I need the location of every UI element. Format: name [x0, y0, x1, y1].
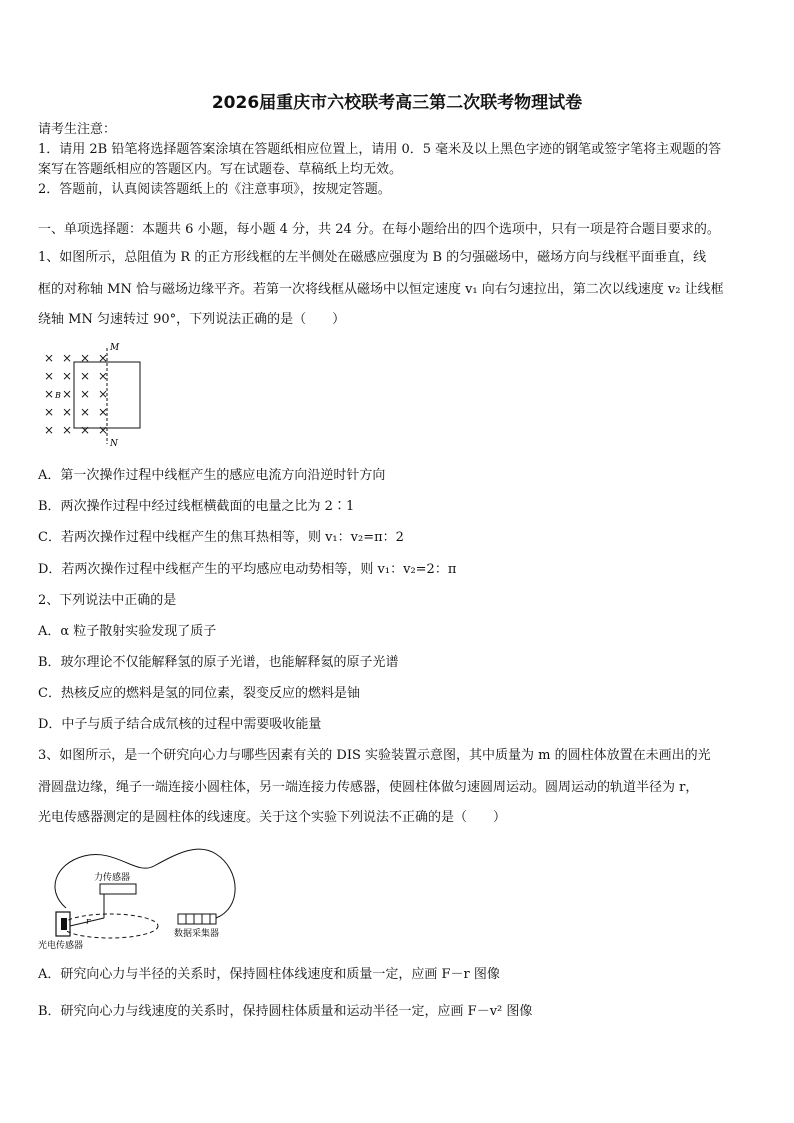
- svg-text:×: ×: [98, 387, 109, 401]
- q1-stem-line-1: 1、如图所示，总阻值为 R 的正方形线框的左半侧处在磁感应强度为 B 的匀强磁场中，磁场方向与线框平面垂直，线: [38, 250, 707, 265]
- q2-option-a: A．α 粒子散射实验发现了质子: [38, 624, 217, 639]
- q1-stem-line-2: 框的对称轴 MN 恰与磁场边缘平齐。若第一次将线框从磁场中以恒定速度 v₁ 向右匀速拉出，第二次以线速度 v₂ 让线框: [38, 282, 724, 297]
- q1-option-a: A．第一次操作过程中线框产生的感应电流方向沿逆时针方向: [38, 468, 386, 483]
- q2-option-b: B．玻尔理论不仅能解释氢的原子光谱，也能解释氦的原子光谱: [38, 655, 399, 670]
- field-label-b: B: [55, 391, 61, 400]
- svg-text:×: ×: [44, 423, 55, 437]
- svg-text:×: ×: [80, 405, 91, 419]
- photo-sensor-label: 光电传感器: [38, 941, 84, 951]
- notice-item-1: 1．请用 2B 铅笔将选择题答案涂填在答题纸相应位置上，请用 0．5 毫米及以上黑色字迹的钢笔或签字笔将主观题的答: [38, 142, 722, 157]
- data-collector-label: 数据采集器: [174, 929, 220, 939]
- svg-text:×: ×: [98, 405, 109, 419]
- svg-text:×: ×: [80, 423, 91, 437]
- svg-text:×: ×: [44, 405, 55, 419]
- sensor-cable: [55, 849, 235, 918]
- svg-text:×: ×: [80, 369, 91, 383]
- svg-text:×: ×: [62, 405, 73, 419]
- q3-stem-line-3: 光电传感器测定的是圆柱体的线速度。关于这个实验下列说法不正确的是（ ）: [38, 810, 507, 825]
- q1-option-b: B．两次操作过程中经过线框横截面的电量之比为 2∶1: [38, 499, 355, 514]
- svg-text:×: ×: [44, 351, 55, 365]
- svg-text:×: ×: [62, 387, 73, 401]
- q1-option-d: D．若两次操作过程中线框产生的平均感应电动势相等，则 v₁：v₂=2：π: [38, 562, 457, 577]
- svg-text:×: ×: [44, 369, 55, 383]
- svg-text:×: ×: [62, 423, 73, 437]
- axis-label-m: M: [110, 343, 120, 353]
- q1-option-c: C．若两次操作过程中线框产生的焦耳热相等，则 v₁：v₂=π：2: [38, 530, 404, 545]
- q3-dis-apparatus-figure: [36, 836, 246, 954]
- q2-option-c: C．热核反应的燃料是氢的同位素，裂变反应的燃料是铀: [38, 686, 360, 701]
- section-heading: 一、单项选择题：本题共 6 小题，每小题 4 分，共 24 分。在每小题给出的四个选项中，只有一项是符合题目要求的。: [38, 222, 720, 237]
- force-sensor-box: [100, 884, 136, 894]
- q3-stem-line-1: 3、如图所示，是一个研究向心力与哪些因素有关的 DIS 实验装置示意图，其中质量为 m 的圆柱体放置在未画出的光: [38, 748, 711, 763]
- q1-magnetic-field-figure: [38, 340, 158, 450]
- svg-text:×: ×: [62, 351, 73, 365]
- q3-option-a: A．研究向心力与半径的关系时，保持圆柱体线速度和质量一定，应画 F－r 图像: [38, 967, 500, 982]
- notice-item-1-cont: 案写在答题纸相应的答题区内。写在试题卷、草稿纸上均无效。: [38, 162, 403, 177]
- svg-text:×: ×: [80, 351, 91, 365]
- q1-stem-line-3: 绕轴 MN 匀速转过 90°，下列说法正确的是（ ）: [38, 312, 346, 327]
- svg-text:×: ×: [44, 387, 55, 401]
- photo-sensor-window: [61, 918, 67, 930]
- notice-heading: 请考生注意：: [38, 122, 117, 137]
- circular-path: [62, 914, 158, 938]
- axis-label-n: N: [110, 439, 118, 449]
- radius-label: r: [86, 917, 91, 927]
- svg-text:×: ×: [98, 351, 109, 365]
- svg-text:×: ×: [62, 369, 73, 383]
- notice-item-2: 2．答题前，认真阅读答题纸上的《注意事项》，按规定答题。: [38, 182, 391, 197]
- svg-text:×: ×: [80, 387, 91, 401]
- q2-option-d: D．中子与质子结合成氘核的过程中需要吸收能量: [38, 717, 322, 732]
- q3-option-b: B．研究向心力与线速度的关系时，保持圆柱体质量和运动半径一定，应画 F－v² 图像: [38, 1004, 533, 1019]
- exam-title: 2026届重庆市六校联考高三第二次联考物理试卷: [211, 93, 583, 113]
- q3-stem-line-2: 滑圆盘边缘，绳子一端连接小圆柱体，另一端连接力传感器，使圆柱体做匀速圆周运动。圆周运动的轨道半径为 r，: [38, 780, 699, 795]
- q2-stem: 2、下列说法中正确的是: [38, 593, 177, 608]
- force-sensor-label: 力传感器: [94, 873, 131, 883]
- svg-text:×: ×: [98, 369, 109, 383]
- svg-text:×: ×: [98, 423, 109, 437]
